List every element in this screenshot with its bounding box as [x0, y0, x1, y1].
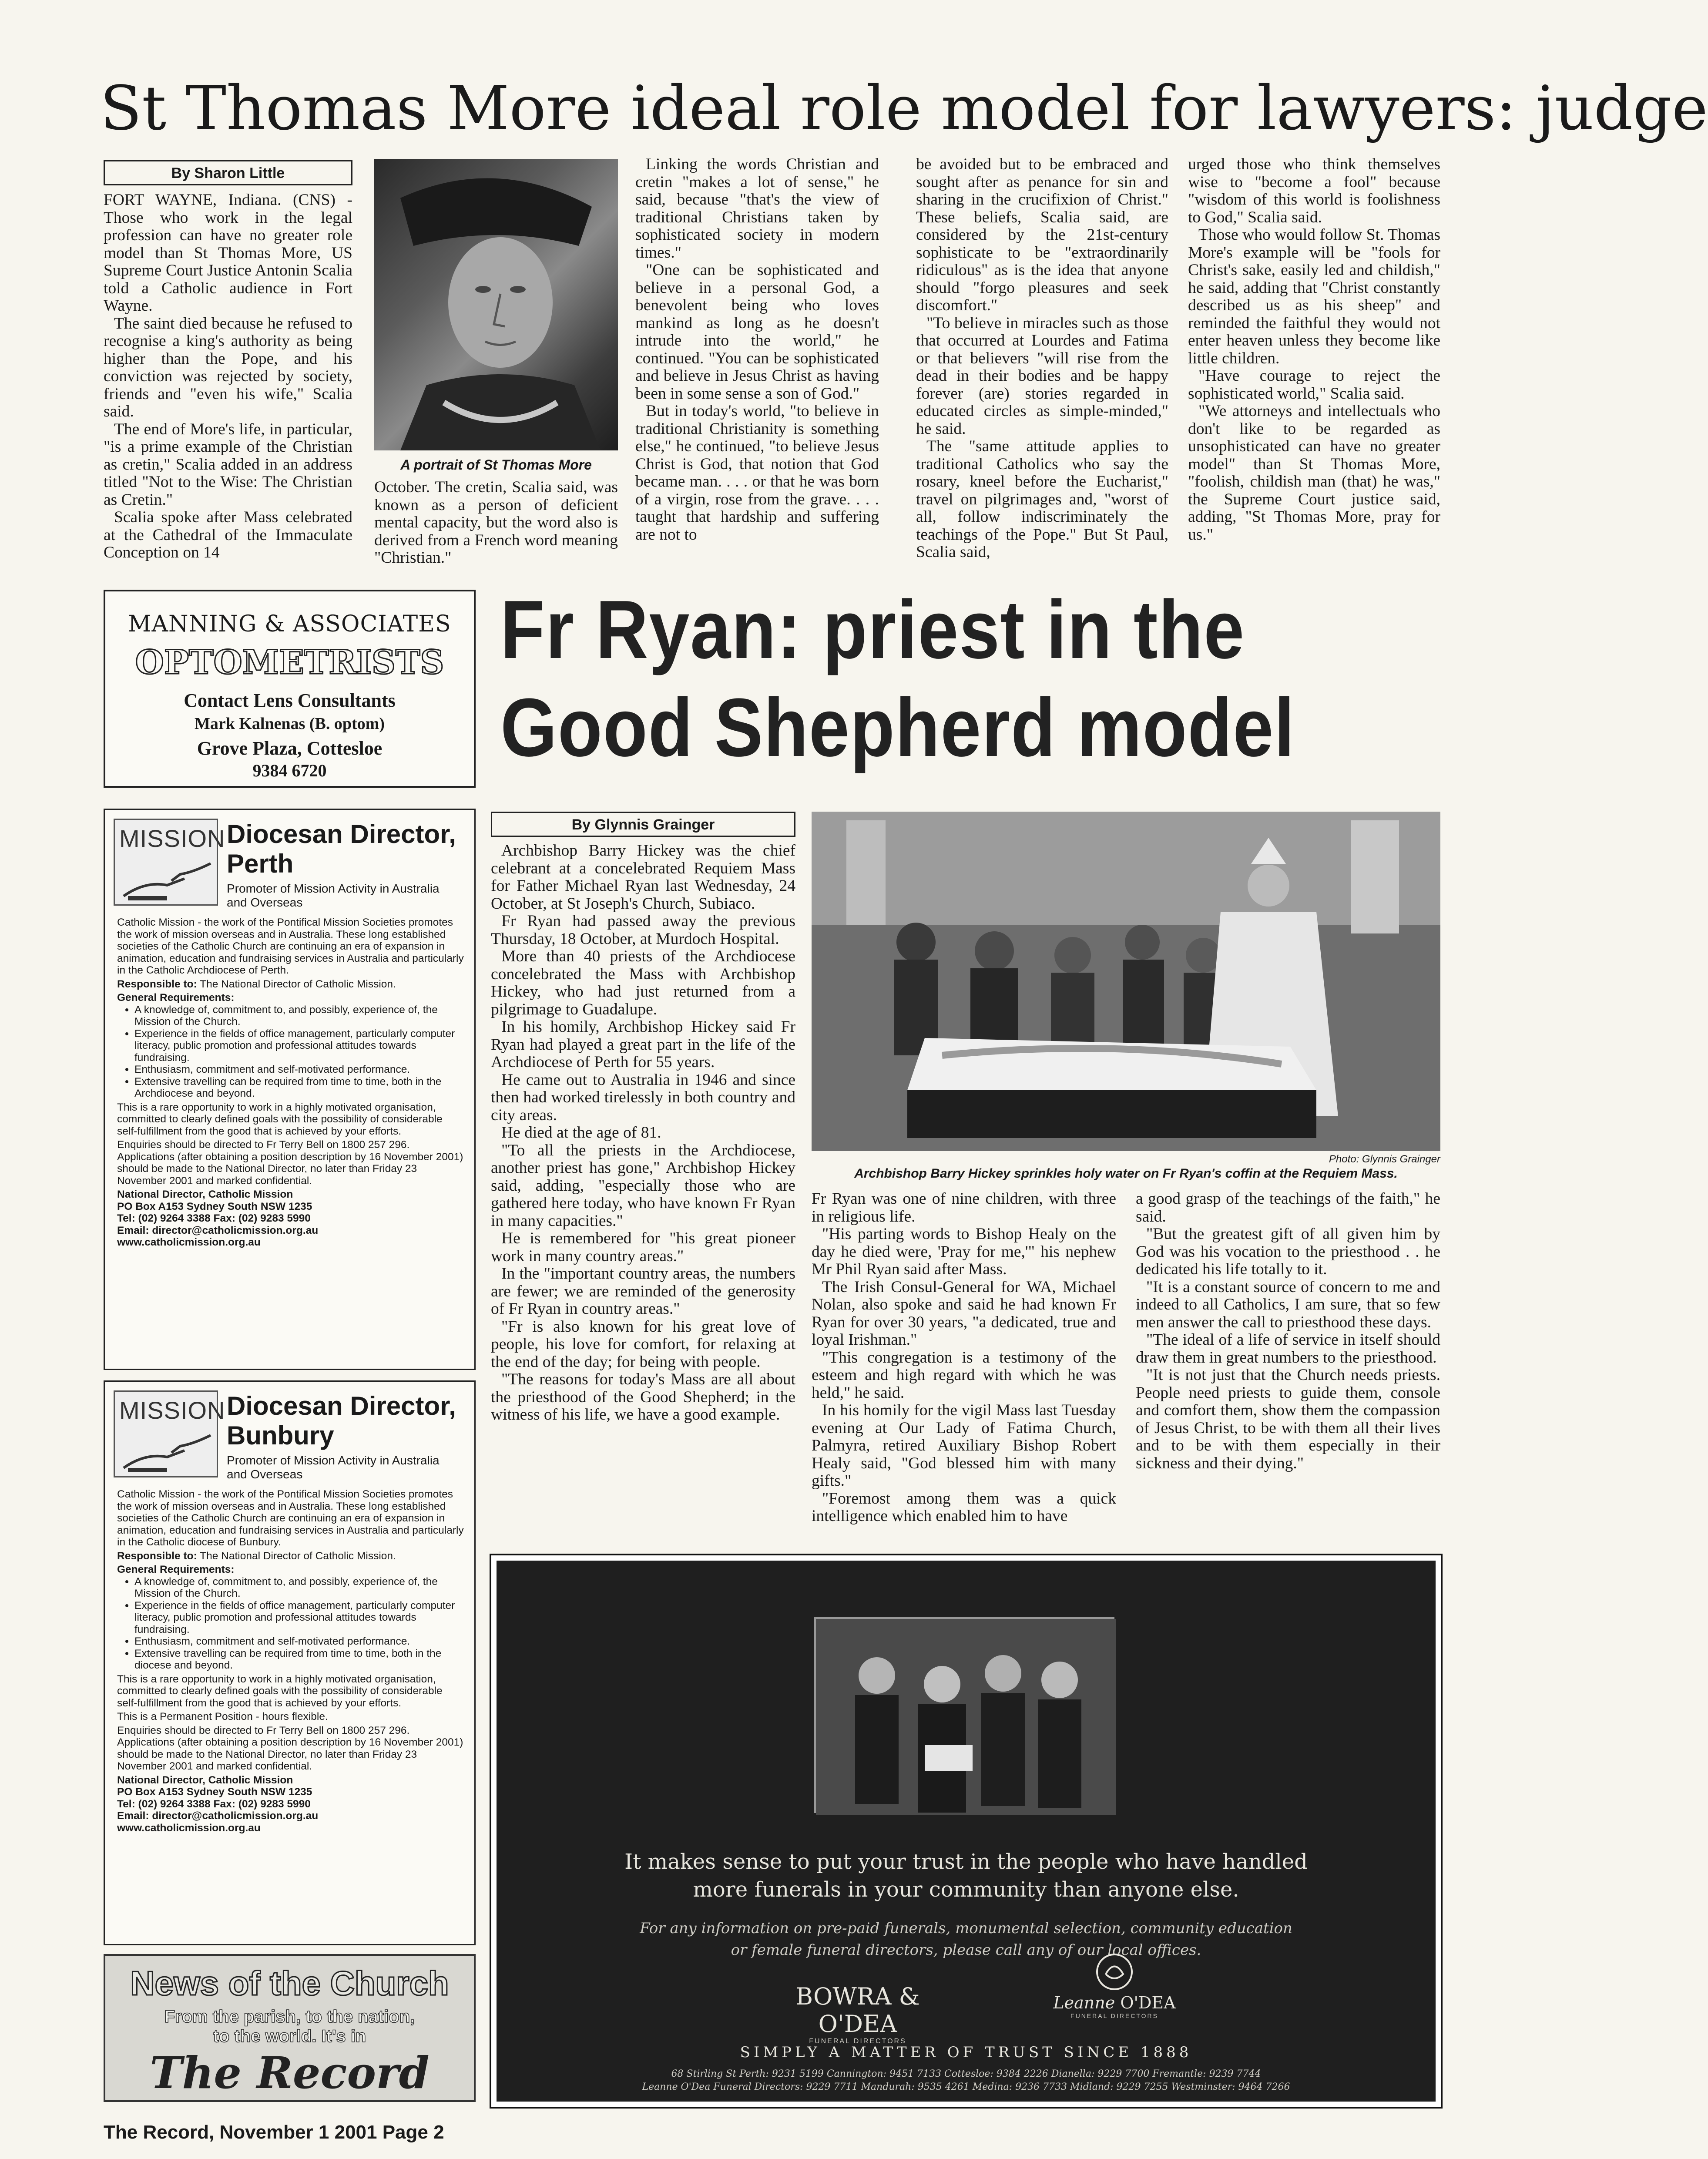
list-item: • Experience in the fields of office management, particularly computer literacy, public promotion and professional attitudes towards fundraising. [134, 1600, 465, 1636]
paragraph: be avoided but to be embraced and sought after as penance for sin and sharing in the crucifixion of Christ." These beliefs, Scalia said, are considered by the 21st-century sophisticate to be "extraordinarily ridiculous" as is the idea that anyone should "forgo pleasures and seek discomfort." [916, 155, 1168, 314]
funeral-slogan: SIMPLY A MATTER OF TRUST SINCE 1888 [740, 2044, 1192, 2061]
logo1-sub: FUNERAL DIRECTORS [809, 2038, 906, 2045]
paragraph: "But the greatest gift of all given him by God was his vocation to the priesthood . . he dedicated his life totally to it. [1136, 1225, 1440, 1278]
requirements-label [117, 1564, 465, 1576]
paragraph: Those who would follow St. Thomas More's example will be "fools for Christ's sake, easily led and childish," he said, adding that "Christ constantly described us as his sheep" and reminded the faithful they would not enter heaven unless they become like little children. [1188, 226, 1440, 367]
paragraph: But in today's world, "to believe in traditional Christianity is something else," he continued, "to believe Jesus Christ is God, that notion that God became man. . . . or that he was born of a virgin, rose from the grave. . . . taught that hardship and suffering are not to [635, 402, 879, 544]
logo1-name: BOWRA & O'DEA [795, 1983, 920, 2038]
mission-bunbury-ad [104, 1380, 476, 1945]
article1-col3 [635, 156, 879, 574]
paragraph: FORT WAYNE, Indiana. (CNS) - Those who work in the legal profession can have no greater role model than St Thomas More, US Supreme Court Justice Antonin Scalia told a Catholic audience in Fort Wayne. [104, 191, 352, 315]
headline-main-line2: Good Shepherd model [500, 682, 1295, 774]
optometrist-phone: 9384 6720 [252, 761, 327, 780]
title-line1: Diocesan Director, [227, 819, 456, 849]
responsible-label: Responsible to: [117, 1550, 197, 1562]
responsible-label: Responsible to: [117, 978, 197, 990]
paragraph: More than 40 priests of the Archdiocese concelebrated the Mass with Archbishop Hickey, who had just returned from a pilgrimage to Guadalupe. [491, 947, 795, 1018]
info-line2: or female funeral directors, please call any of our local offices. [731, 1941, 1201, 1959]
paragraph: October. The cretin, Scalia said, was known as a person of deficient mental capacity, but the word also is derived from a French word meaning "Christian." [374, 478, 618, 567]
headline-main-line1: Fr Ryan: priest in the [500, 584, 1245, 676]
title-line2: Bunbury [227, 1421, 334, 1450]
leanne-odea-logo [1027, 1952, 1201, 2019]
mission-logo [114, 1390, 225, 1477]
news-title: News of the Church [130, 1964, 449, 2002]
mission-perth-ad [104, 809, 476, 1370]
funeral-info [497, 1917, 1436, 1961]
paragraph: The Irish Consul-General for WA, Michael Nolan, also spoke and said he had known Fr Ryan for over 30 years, "a dedicated, true and loyal Irishman." [812, 1278, 1116, 1349]
paragraph: The saint died because he refused to recognise a king's authority as being higher than the Pope, and his conviction was rejected by society, friends and "even his wife," Scalia said. [104, 314, 352, 420]
rose-icon [1095, 1952, 1134, 1991]
contact-3: Tel: (02) 9264 3388 Fax: (02) 9283 5990 [117, 1798, 311, 1810]
mission-logo-word: MISSION [119, 1397, 225, 1424]
thomas-more-portrait [374, 159, 618, 450]
permanent: This is a Permanent Position - hours flexible. [117, 1711, 328, 1722]
responsible [117, 1550, 465, 1562]
tagline-line2: more funerals in your community than anyone else. [693, 1877, 1239, 1902]
logo2-line [1027, 1993, 1201, 2012]
byline-top: By Sharon Little [104, 160, 352, 185]
mission-perth-title [227, 819, 470, 879]
intro: Catholic Mission - the work of the Pontifical Mission Societies promotes the work of mission overseas and in Australia. These long established societies of the Catholic Church are continuing an era of expansion in animation, education and fundraising services in Australia and particularly in the Catholic diocese of Bunbury. [117, 1488, 464, 1548]
funeral-tagline [497, 1848, 1436, 1904]
paragraph: The "same attitude applies to traditional Catholics who say the rosary, kneel before the Eucharist," travel on pilgrimages and, "worst of all, follow indiscriminately the teachings of the Pope." But St Paul, Scalia said, [916, 437, 1168, 561]
contact-email: Email: director@catholicmission.org.au [117, 1810, 319, 1822]
mission-bunbury-body [117, 1488, 465, 1834]
addresses-line2: Leanne O'Dea Funeral Directors: 9229 7711 Mandurah: 9535 4261 Medina: 9236 7733 Midland: 9229 7255 Westminster: 9464 7266 [642, 2082, 1290, 2092]
article2-col1 [491, 842, 795, 1556]
contact-website: www.catholicmission.org.au [117, 1822, 261, 1834]
directors-photo [814, 1617, 1114, 1813]
paragraph: "One can be sophisticated and believe in a personal God, a benevolent being who loves mankind as long as he doesn't intrude into the world," he continued. "You can be sophisticated and believe in Jesus Christ as having been in some sense a son of God." [635, 261, 879, 403]
paragraph: "Fr is also known for his great love of people, his love for comfort, for relaxing at the end of the day; for being with people. [491, 1317, 795, 1371]
funeral-ad [497, 1561, 1436, 2102]
optometrist-title: OPTOMETRISTS [135, 643, 444, 682]
paragraph: "Have courage to reject the sophisticated world," Scalia said. [1188, 367, 1440, 403]
list-item: • A knowledge of, commitment to, and possibly, experience of, the Mission of the Church. [134, 1004, 465, 1028]
funeral-addresses [497, 2068, 1436, 2094]
mission-logo-word: MISSION [119, 825, 225, 852]
mission-logo [114, 819, 225, 906]
logo2-script: Leanne [1053, 1993, 1115, 2012]
mission-perth-body [117, 917, 465, 1249]
news-line1: From the parish, to the nation, [164, 2007, 415, 2026]
paragraph: "This congregation is a testimony of the esteem and high regard with which he was held," he said. [812, 1348, 1116, 1402]
paragraph: He is remembered for "his great pioneer work in many country areas." [491, 1229, 795, 1265]
contact-2: PO Box A153 Sydney South NSW 1235 [117, 1200, 312, 1212]
bowra-odea-logo [758, 1983, 958, 2045]
requiem-mass-photo [812, 812, 1440, 1151]
paragraph: "To all the priests in the Archdiocese, another priest has gone," Archbishop Hickey said, adding, "especially those who are gathered here today, who have known Fr Ryan in many capacities." [491, 1141, 795, 1230]
enquiries: Enquiries should be directed to Fr Terry Bell on 1800 257 296. Applications (after obtaining a position description by 16 November 2001) should be made to the National Director, no later than Friday 23 November 2001 and marked confidential. [117, 1139, 463, 1187]
intro: Catholic Mission - the work of the Pontifical Mission Societies promotes the work of mission overseas and in Australia. These long established societies of the Catholic Church are continuing an era of expansion in animation, education and fundraising services in Australia and particularly in the Catholic Archdiocese of Perth. [117, 917, 464, 976]
rare-opportunity: This is a rare opportunity to work in a highly motivated organisation, committed to clearly defined goals with the possibility of considerable self-fulfillment from the good that is achieved by your efforts. [117, 1673, 443, 1709]
contact-email: Email: director@catholicmission.org.au [117, 1224, 319, 1236]
optometrist-name: MANNING & ASSOCIATES [128, 611, 451, 637]
mission-bunbury-title [227, 1391, 470, 1451]
requirements-list [117, 1004, 465, 1100]
logo2-name: O'DEA [1120, 1993, 1176, 2012]
title-line1: Diocesan Director, [227, 1391, 456, 1420]
list-item: • Extensive travelling can be required from time to time, both in the diocese and beyond. [134, 1648, 465, 1672]
paragraph: Fr Ryan was one of nine children, with three in religious life. [812, 1190, 1116, 1226]
photo-illustration [812, 812, 1440, 1151]
responsible-value: The National Director of Catholic Mission. [200, 1550, 396, 1562]
list-item: • Enthusiasm, commitment and self-motivated performance. [134, 1635, 465, 1648]
tagline-line1: It makes sense to put your trust in the people who have handled [624, 1850, 1308, 1874]
article1-col4 [916, 156, 1168, 574]
requirements-label-text: General Requirements: [117, 992, 235, 1004]
requirements-label [117, 992, 465, 1004]
photo-caption: Archbishop Barry Hickey sprinkles holy water on Fr Ryan's coffin at the Requiem Mass. [854, 1166, 1398, 1181]
paragraph: He died at the age of 81. [501, 1124, 661, 1142]
article1-col1 [104, 191, 352, 572]
hands-icon [119, 855, 215, 903]
list-item: • A knowledge of, commitment to, and possibly, experience of, the Mission of the Church. [134, 1576, 465, 1600]
article2-col2 [812, 1190, 1116, 1556]
paragraph: "His parting words to Bishop Healy on the day he died were, 'Pray for me,'" his nephew Mr Phil Ryan said after Mass. [812, 1225, 1116, 1278]
article1-col5 [1188, 156, 1440, 574]
list-item: • Enthusiasm, commitment and self-motivated performance. [134, 1064, 465, 1076]
article1-col2 [374, 479, 618, 572]
headline-top: St Thomas More ideal role model for lawyers: judge [100, 73, 1708, 144]
funeral-ad-frame [490, 1554, 1443, 2109]
requirements-list [117, 1576, 465, 1672]
contact-3: Tel: (02) 9264 3388 Fax: (02) 9283 5990 [117, 1212, 311, 1224]
mission-bunbury-subtitle: Promoter of Mission Activity in Australia and Overseas [227, 1454, 440, 1481]
contact-1: National Director, Catholic Mission [117, 1774, 293, 1786]
portrait-illustration [374, 159, 618, 450]
paragraph: Fr Ryan had passed away the previous Thursday, 18 October, at Murdoch Hospital. [491, 912, 795, 948]
contact-2: PO Box A153 Sydney South NSW 1235 [117, 1786, 312, 1798]
paragraph: He came out to Australia in 1946 and since then had worked tirelessly in both country and city areas. [491, 1071, 795, 1124]
responsible-value: The National Director of Catholic Mission. [200, 978, 396, 990]
list-item: • Experience in the fields of office management, particularly computer literacy, public promotion and professional attitudes towards fundraising. [134, 1028, 465, 1064]
paragraph: "We attorneys and intellectuals who don't like to be regarded as unsophisticated can have no greater model" than St Thomas More, "foolish, childish man (that) he was," the Supreme Court justice said, adding, "St Thomas More, pray for us." [1188, 402, 1440, 544]
paragraph: Linking the words Christian and cretin "makes a lot of sense," he said, because "that's the view of traditional Christians taken by sophisticated society in modern times." [635, 155, 879, 262]
list-item: • Extensive travelling can be required from time to time, both in the Archdiocese and beyond. [134, 1076, 465, 1100]
news-line2: to the world. It's in [213, 2027, 366, 2046]
logo2-sub: FUNERAL DIRECTORS [1070, 2012, 1158, 2019]
headline-main [500, 581, 1343, 777]
paragraph: Scalia spoke after Mass celebrated at the Cathedral of the Immaculate Conception on 14 [104, 508, 352, 561]
addresses-line1: 68 Stirling St Perth: 9231 5199 Cannington: 9451 7133 Cottesloe: 9384 2226 Dianella: 9229 7700 Fremantle: 9239 7744 [671, 2068, 1261, 2079]
paragraph: "The reasons for today's Mass are all about the priesthood of the Good Shepherd; in the witness of his life, we have a good example. [491, 1370, 795, 1424]
article2-col3 [1136, 1190, 1440, 1556]
paragraph: The end of More's life, in particular, "is a prime example of the Christian as cretin," Scalia added in an address titled "Not to the Wise: The Christian as Cretin." [104, 420, 352, 509]
paragraph: "It is a constant source of concern to me and indeed to all Catholics, I am sure, that so few men answer the call to priesthood these days. [1136, 1278, 1440, 1331]
paragraph: In his homily for the vigil Mass last Tuesday evening at Our Lady of Fatima Church, Palmyra, retired Auxiliary Bishop Robert Healy said, "God blessed him with many gifts." [812, 1401, 1116, 1490]
optometrist-person: Mark Kalnenas (B. optom) [195, 715, 385, 733]
photo-credit: Photo: Glynnis Grainger [1329, 1153, 1440, 1165]
info-line1: For any information on pre-paid funerals, monumental selection, community education [640, 1920, 1292, 1937]
portrait-caption: A portrait of St Thomas More [400, 457, 592, 473]
the-record-logo: The Record [150, 2047, 430, 2099]
responsible [117, 978, 465, 991]
contact-1: National Director, Catholic Mission [117, 1189, 293, 1200]
byline-main: By Glynnis Grainger [491, 812, 795, 837]
optometrist-ad [104, 590, 476, 788]
paragraph: "The ideal of a life of service in itself should draw them in great numbers to the priesthood. [1136, 1331, 1440, 1367]
mission-perth-subtitle: Promoter of Mission Activity in Australia and Overseas [227, 882, 440, 909]
page-footer: The Record, November 1 2001 Page 2 [104, 2122, 444, 2143]
contact-website: www.catholicmission.org.au [117, 1236, 261, 1248]
paragraph: In the "important country areas, the numbers are fewer; we are reminded of the generosity of Fr Ryan in country areas." [491, 1265, 795, 1318]
directors-illustration [816, 1619, 1116, 1815]
paragraph: "Foremost among them was a quick intelligence which enabled him to have [812, 1489, 1116, 1525]
requirements-label-text: General Requirements: [117, 1564, 235, 1575]
rare-opportunity: This is a rare opportunity to work in a highly motivated organisation, committed to clearly defined goals with the possibility of considerable self-fulfillment from the good that is achieved by your efforts. [117, 1101, 443, 1137]
optometrist-location: Grove Plaza, Cottesloe [197, 738, 383, 759]
paragraph: urged those who think themselves wise to "become a fool" because "wisdom of this world is foolishness to God," Scalia said. [1188, 155, 1440, 226]
news-of-church-ad [104, 1954, 476, 2102]
title-line2: Perth [227, 849, 294, 878]
hands-icon [119, 1427, 215, 1474]
enquiries: Enquiries should be directed to Fr Terry Bell on 1800 257 296. Applications (after obtaining a position description by 16 November 2001) should be made to the National Director, no later than Friday 23 November 2001 and marked confidential. [117, 1724, 463, 1772]
paragraph: "It is not just that the Church needs priests. People need priests to guide them, console and comfort them, show them the compassion of Jesus Christ, to be with them all their lives and to be with them especially in their sickness and their dying." [1136, 1366, 1440, 1472]
paragraph: Archbishop Barry Hickey was the chief celebrant at a concelebrated Requiem Mass for Father Michael Ryan last Wednesday, 24 October, at St Joseph's Church, Subiaco. [491, 842, 795, 913]
paragraph: a good grasp of the teachings of the faith," he said. [1136, 1190, 1440, 1226]
paragraph: "To believe in miracles such as those that occurred at Lourdes and Fatima or that believers "will rise from the dead in their bodies and be happy forever (are) stories regarded in educated circles as simple-minded," he said. [916, 314, 1168, 438]
paragraph: In his homily, Archbishop Hickey said Fr Ryan had played a great part in the life of the Archdiocese of Perth for 55 years. [491, 1018, 795, 1071]
optometrist-service: Contact Lens Consultants [184, 690, 396, 711]
